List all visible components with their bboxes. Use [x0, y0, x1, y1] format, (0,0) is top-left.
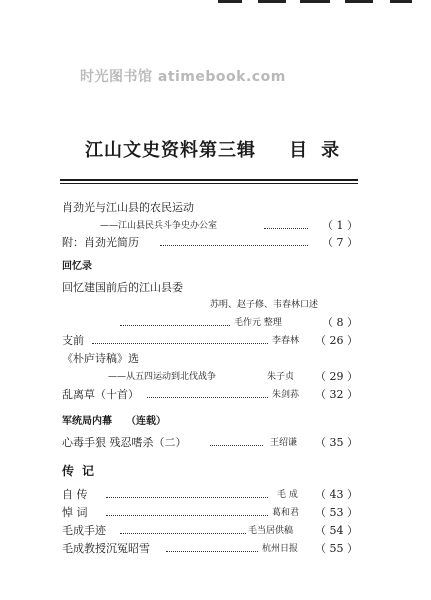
section-note: （连载）	[126, 416, 166, 427]
entry-author: 葛和君	[272, 508, 300, 518]
entry-author: 杭州日报	[262, 544, 299, 554]
section-title: 回忆录	[62, 261, 92, 272]
title-rule-thick	[60, 179, 358, 181]
page-number: （ 53 ）	[315, 506, 358, 519]
watermark: 时光图书馆 atimebook.com	[80, 69, 286, 85]
leader-dots	[120, 533, 246, 534]
entry-author: 苏明、赵子修、韦春林口述	[210, 300, 319, 310]
title-rule-thin	[60, 183, 358, 184]
leader-dots	[147, 397, 268, 398]
leader-dots	[264, 228, 308, 229]
entry-author: 朱剑荪	[272, 390, 300, 400]
entry-title: 回忆建国前后的江山县委	[62, 281, 183, 294]
contents-heading: 目录	[289, 140, 354, 161]
page-number: （ 1 ）	[322, 219, 358, 232]
page-number: （ 35 ）	[315, 436, 358, 449]
entry-subtitle: ——从五四运动到北伐战争	[108, 372, 217, 382]
entry-author: 朱子贞	[267, 372, 295, 382]
entry-title: 毛成手迹	[62, 524, 106, 537]
entry-author: 毛当居供稿	[248, 526, 294, 536]
top-scan-marks	[0, 0, 431, 8]
page-number: （ 43 ）	[315, 488, 358, 501]
toc-entry	[62, 279, 358, 297]
entry-title: 附：肖劲光简历	[62, 236, 139, 249]
leader-dots	[166, 551, 258, 552]
toc-entry	[62, 199, 358, 217]
toc-entry	[62, 332, 358, 350]
page-number: （ 54 ）	[315, 524, 358, 537]
toc-entry	[62, 540, 358, 558]
toc-entry	[62, 522, 358, 540]
page-number: （ 55 ）	[315, 542, 358, 555]
entry-author: 毛 成	[277, 490, 298, 500]
entry-title: 心毒手狠 残忍嗜杀（二）	[62, 436, 187, 449]
toc-entry	[62, 486, 358, 504]
toc-entry	[62, 434, 358, 452]
section-heading	[62, 258, 358, 276]
entry-author: 李春林	[272, 336, 300, 346]
entry-title: 毛成教授沉冤昭雪	[62, 542, 150, 555]
entry-title: 肖劲光与江山县的农民运动	[62, 201, 194, 214]
entry-title: 乱离草（十首）	[62, 388, 139, 401]
entry-title: 《朴庐诗稿》选	[62, 352, 139, 365]
entry-author: ——江山县民兵斗争史办公室	[100, 221, 218, 231]
entry-title: 悼 词	[62, 506, 88, 519]
entry-title: 支前	[62, 334, 84, 347]
leader-dots	[106, 497, 268, 498]
entry-title: 自 传	[62, 488, 88, 501]
section-heading	[62, 413, 358, 431]
page-title	[85, 136, 353, 164]
leader-dots	[210, 445, 263, 446]
page-number: （ 7 ）	[322, 236, 358, 249]
leader-dots	[120, 325, 230, 326]
toc-entry	[62, 296, 358, 314]
leader-dots	[92, 343, 268, 344]
leader-dots	[160, 245, 308, 246]
toc-entry	[62, 350, 358, 368]
page-number: （ 32 ）	[315, 388, 358, 401]
leader-dots	[106, 515, 268, 516]
toc-entry	[62, 504, 358, 522]
toc-entry	[62, 368, 358, 386]
page-number: （ 8 ）	[322, 316, 358, 329]
section-title: 军统局内幕	[62, 416, 112, 427]
toc-entry	[62, 234, 358, 252]
toc-entry	[62, 386, 358, 404]
book-title: 江山文史资料第三辑	[85, 140, 256, 161]
toc-entry	[62, 217, 358, 235]
toc-entry	[62, 314, 358, 332]
entry-author: 王绍谦	[270, 438, 298, 448]
section-title: 传记	[62, 464, 103, 478]
page-number: （ 26 ）	[315, 334, 358, 347]
section-heading	[62, 462, 358, 482]
entry-editor: 毛作元 整理	[234, 318, 282, 328]
page-number: （ 29 ）	[315, 370, 358, 383]
